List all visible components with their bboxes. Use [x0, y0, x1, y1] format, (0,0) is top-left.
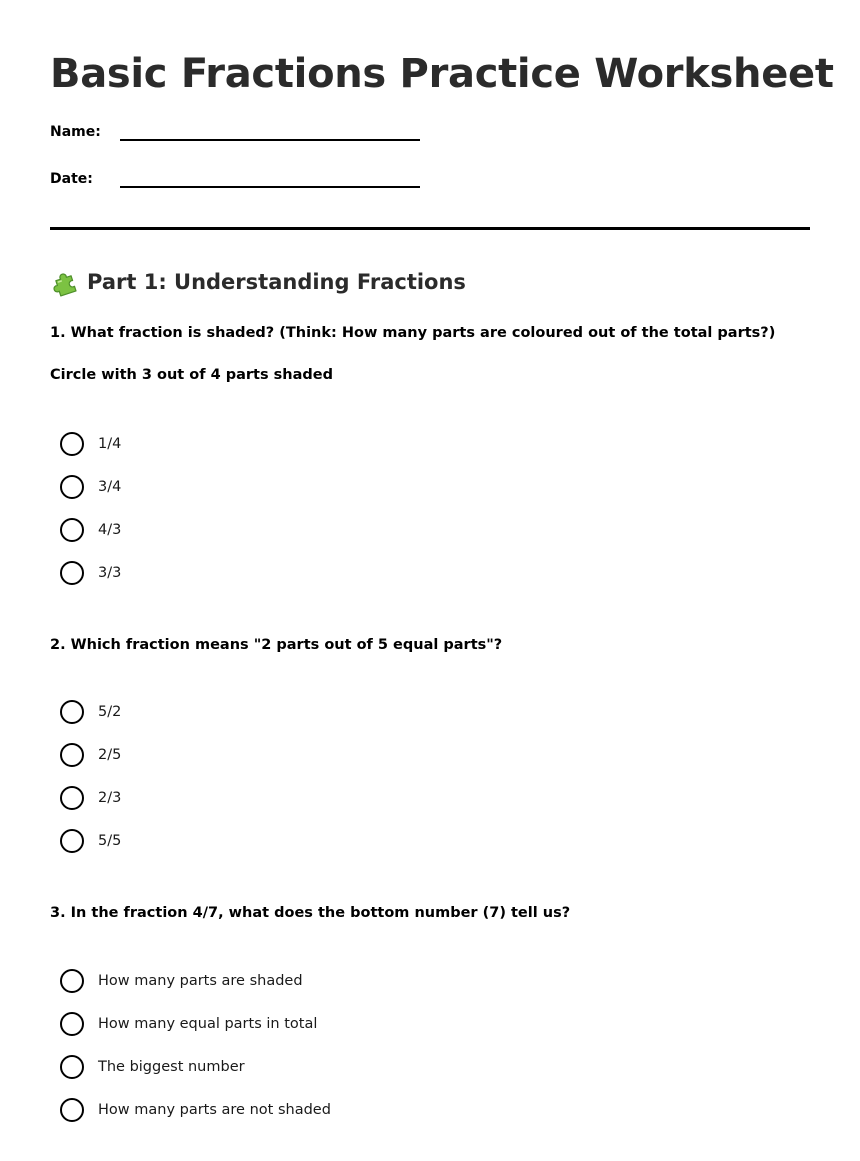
date-field-row [50, 169, 470, 199]
radio-circle[interactable] [60, 475, 84, 499]
radio-circle[interactable] [60, 1098, 84, 1122]
question-2-text: 2. Which fraction means "2 parts out of 5 equal parts"? [50, 637, 503, 653]
radio-circle[interactable] [60, 561, 84, 585]
radio-circle[interactable] [60, 432, 84, 456]
question-3-text: 3. In the fraction 4/7, what does the bottom number (7) tell us? [50, 905, 571, 921]
option-label: How many equal parts in total [98, 1016, 318, 1032]
q3-option-1[interactable] [60, 969, 660, 995]
radio-circle[interactable] [60, 518, 84, 542]
q2-option-1[interactable] [60, 700, 660, 726]
radio-circle[interactable] [60, 829, 84, 853]
option-label: 1/4 [98, 436, 122, 452]
radio-circle[interactable] [60, 1012, 84, 1036]
option-label: 2/5 [98, 747, 122, 763]
date-write-line[interactable] [120, 186, 420, 188]
q1-option-2[interactable] [60, 475, 660, 501]
option-label: 5/5 [98, 833, 122, 849]
radio-circle[interactable] [60, 1055, 84, 1079]
q2-option-3[interactable] [60, 786, 660, 812]
name-write-line[interactable] [120, 139, 420, 141]
option-label: 3/3 [98, 565, 122, 581]
q1-option-1[interactable] [60, 432, 660, 458]
option-label: 3/4 [98, 479, 122, 495]
worksheet-title: Basic Fractions Practice Worksheet [50, 51, 834, 97]
option-label: The biggest number [98, 1059, 245, 1075]
date-label: Date: [50, 171, 93, 187]
option-label: How many parts are not shaded [98, 1102, 331, 1118]
question-1-text: 1. What fraction is shaded? (Think: How many parts are coloured out of the total parts?) [50, 325, 776, 341]
q2-option-2[interactable] [60, 743, 660, 769]
radio-circle[interactable] [60, 743, 84, 767]
header-divider [50, 227, 810, 230]
q3-option-3[interactable] [60, 1055, 660, 1081]
option-label: 5/2 [98, 704, 122, 720]
q1-option-4[interactable] [60, 561, 660, 587]
q3-option-4[interactable] [60, 1098, 660, 1124]
option-label: 4/3 [98, 522, 122, 538]
option-label: 2/3 [98, 790, 122, 806]
q1-option-3[interactable] [60, 518, 660, 544]
radio-circle[interactable] [60, 969, 84, 993]
puzzle-piece-icon [50, 268, 80, 298]
part1-title: Part 1: Understanding Fractions [87, 270, 466, 294]
radio-circle[interactable] [60, 700, 84, 724]
name-field-row [50, 122, 470, 152]
option-label: How many parts are shaded [98, 973, 303, 989]
q2-option-4[interactable] [60, 829, 660, 855]
q3-option-2[interactable] [60, 1012, 660, 1038]
radio-circle[interactable] [60, 786, 84, 810]
name-label: Name: [50, 124, 101, 140]
question-1-subtext: Circle with 3 out of 4 parts shaded [50, 367, 333, 383]
